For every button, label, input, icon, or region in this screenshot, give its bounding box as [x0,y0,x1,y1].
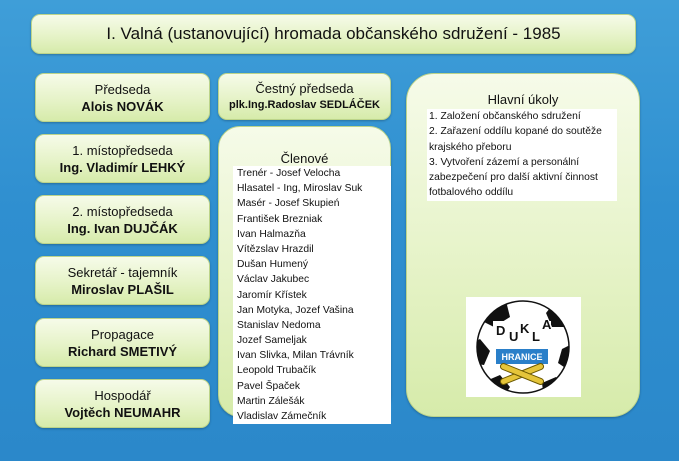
member-item: Pavel Špaček [237,380,300,392]
member-item: Vítězslav Hrazdil [237,243,314,255]
role-box-vice-chairman-2 [35,195,210,244]
member-item: Martin Zálešák [237,395,305,407]
role-person: Vojtěch NEUMAHR [64,404,181,420]
dukla-hranice-logo [466,297,581,397]
role-box-treasurer [35,379,210,428]
page-title: I. Valná (ustanovující) hromada občanského sdružení - 1985 [106,24,561,43]
role-person: plk.Ing.Radoslav SEDLÁČEK [229,98,380,111]
football-crest-icon [466,297,581,397]
member-item: Ivan Slivka, Milan Trávník [237,350,354,362]
logo-letter: A [542,317,552,332]
member-item: Vladislav Zámečník [237,411,327,422]
role-label: Předseda [94,81,151,97]
role-label: 1. místopředseda [72,142,173,158]
member-item: Jan Motyka, Jozef Vašina [237,304,354,316]
member-item: Trenér - Josef Velocha [237,168,341,179]
role-box-promotion [35,318,210,367]
logo-letter: D [496,323,506,338]
members-title: Členové [280,151,329,166]
honorary-chairman-box [218,73,391,120]
logo-letter: L [532,329,540,344]
role-person: Ing. Vladimír LEHKÝ [59,159,186,175]
role-label: Hospodář [94,387,151,403]
logo-letter: U [509,329,519,344]
role-person: Miroslav PLAŠIL [71,281,174,297]
role-box-chairman [35,73,210,122]
role-label: Propagace [91,326,154,342]
member-item: Jozef Sameljak [237,335,307,347]
role-person: Ing. Ivan DUJČÁK [67,220,178,236]
members-box [218,126,391,422]
title-box [31,14,636,54]
logo-town: HRANICE [501,352,543,362]
member-item: Stanislav Nedoma [237,319,321,331]
role-label: Čestný předseda [255,80,354,96]
member-item: Dušan Humený [237,259,308,271]
role-box-vice-chairman-1 [35,134,210,183]
member-item: Jaromír Křístek [237,289,307,301]
role-label: Sekretář - tajemník [67,264,178,280]
member-item: Masér - Josef Skupień [237,198,340,210]
task-item: 2. Zařazení oddílu kopané do soutěže krajského přeboru [429,126,602,153]
logo-letter: K [520,321,530,336]
member-item: Václav Jakubec [237,274,310,286]
members-list [233,166,391,424]
role-label: 2. místopředseda [72,203,173,219]
tasks-list [427,109,617,201]
role-person: Alois NOVÁK [81,98,164,114]
task-item: 3. Vytvoření zázemí a personální zabezpečení pro další aktivní činnost fotbalového oddílu [429,156,598,199]
member-item: Leopold Trubačík [237,365,316,377]
role-person: Richard SMETIVÝ [67,343,178,359]
member-item: Ivan Halmazňa [237,228,306,240]
tasks-title: Hlavní úkoly [487,92,559,107]
member-item: František Brezniak [237,213,323,225]
task-item: 1. Založení občanského sdružení [429,111,581,122]
member-item: Hlasatel - Ing, Miroslav Suk [237,183,363,195]
role-box-secretary [35,256,210,305]
